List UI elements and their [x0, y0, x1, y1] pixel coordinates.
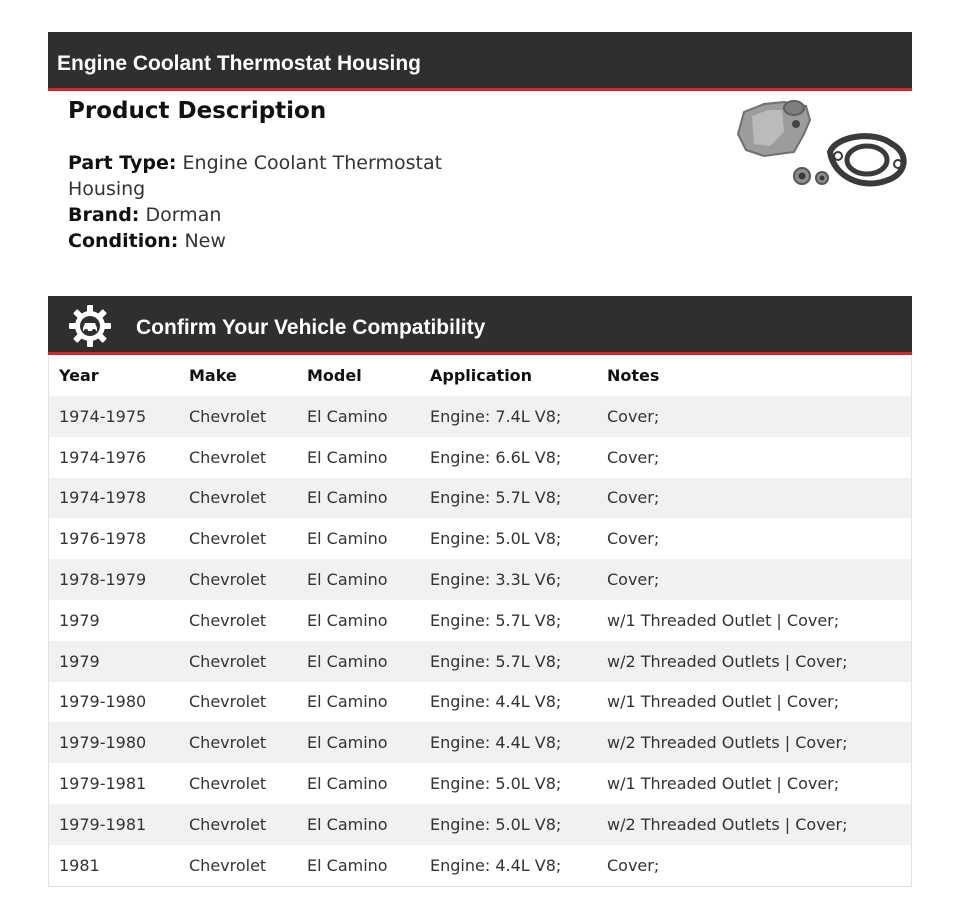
application-cell: Engine: 5.7L V8; [430, 610, 562, 630]
model-cell: El Camino [307, 610, 388, 630]
compatibility-title: Confirm Your Vehicle Compatibility [136, 316, 486, 339]
make-cell: Chevrolet [189, 610, 267, 630]
application-cell: Engine: 3.3L V6; [430, 570, 562, 590]
application-cell: Engine: 7.4L V8; [430, 406, 562, 426]
year-cell: 1979-1981 [59, 774, 147, 794]
model-cell: El Camino [307, 814, 388, 834]
make-cell: Chevrolet [189, 855, 267, 875]
condition-label: Condition: [68, 230, 179, 252]
year-cell: 1981 [59, 855, 100, 875]
table-row [49, 722, 911, 763]
product-description [48, 94, 912, 284]
table-row [49, 845, 911, 886]
year-cell: 1974-1976 [59, 447, 147, 467]
model-cell: El Camino [307, 855, 388, 875]
application-cell: Engine: 5.0L V8; [430, 774, 562, 794]
table-row [49, 396, 911, 437]
table-row [49, 437, 911, 478]
part-type-value-cont: Housing [68, 178, 146, 200]
model-cell: El Camino [307, 733, 388, 753]
notes-cell: w/1 Threaded Outlet | Cover; [607, 692, 840, 712]
table-row [49, 641, 911, 682]
table-row [49, 763, 911, 804]
application-cell: Engine: 4.4L V8; [430, 855, 562, 875]
gear-car-icon [68, 304, 112, 348]
model-cell: El Camino [307, 529, 388, 549]
product-title-banner [48, 32, 912, 91]
make-cell: Chevrolet [189, 406, 267, 426]
year-cell: 1979-1980 [59, 733, 147, 753]
make-cell: Chevrolet [189, 488, 267, 508]
table-header-row [49, 355, 911, 396]
year-cell: 1979 [59, 651, 100, 671]
year-cell: 1979-1980 [59, 692, 147, 712]
brand-value: Dorman [145, 204, 222, 226]
application-cell: Engine: 5.7L V8; [430, 651, 562, 671]
notes-cell: Cover; [607, 447, 660, 467]
make-cell: Chevrolet [189, 447, 267, 467]
table-row [49, 682, 911, 723]
thermostat-housing-image [724, 94, 914, 194]
table-row [49, 559, 911, 600]
model-cell: El Camino [307, 570, 388, 590]
model-cell: El Camino [307, 447, 388, 467]
compatibility-banner [48, 296, 912, 355]
model-cell: El Camino [307, 488, 388, 508]
make-cell: Chevrolet [189, 774, 267, 794]
application-cell: Engine: 6.6L V8; [430, 447, 562, 467]
year-cell: 1979-1981 [59, 814, 147, 834]
table-row [49, 478, 911, 519]
notes-cell: w/1 Threaded Outlet | Cover; [607, 774, 840, 794]
description-heading: Product Description [68, 98, 327, 124]
column-header-application: Application [430, 366, 533, 385]
notes-cell: Cover; [607, 855, 660, 875]
table-row [49, 518, 911, 559]
notes-cell: Cover; [607, 406, 660, 426]
column-header-notes: Notes [607, 366, 660, 385]
year-cell: 1978-1979 [59, 570, 147, 590]
column-header-make: Make [189, 366, 237, 385]
application-cell: Engine: 5.7L V8; [430, 488, 562, 508]
table-row [49, 804, 911, 845]
model-cell: El Camino [307, 692, 388, 712]
column-header-model: Model [307, 366, 362, 385]
compatibility-table [49, 355, 911, 886]
year-cell: 1979 [59, 610, 100, 630]
condition-line [68, 230, 226, 252]
application-cell: Engine: 5.0L V8; [430, 529, 562, 549]
part-type-value: Engine Coolant Thermostat [182, 152, 443, 174]
part-type-label: Part Type: [68, 152, 177, 174]
notes-cell: w/2 Threaded Outlets | Cover; [607, 733, 848, 753]
part-type-line [68, 152, 442, 174]
compatibility-table-container [48, 355, 912, 887]
make-cell: Chevrolet [189, 733, 267, 753]
brand-line [68, 204, 221, 226]
notes-cell: Cover; [607, 529, 660, 549]
notes-cell: Cover; [607, 488, 660, 508]
make-cell: Chevrolet [189, 570, 267, 590]
column-header-year: Year [59, 366, 99, 385]
condition-value: New [184, 230, 226, 252]
application-cell: Engine: 4.4L V8; [430, 733, 562, 753]
notes-cell: w/2 Threaded Outlets | Cover; [607, 814, 848, 834]
notes-cell: Cover; [607, 570, 660, 590]
make-cell: Chevrolet [189, 529, 267, 549]
model-cell: El Camino [307, 651, 388, 671]
application-cell: Engine: 5.0L V8; [430, 814, 562, 834]
year-cell: 1976-1978 [59, 529, 147, 549]
model-cell: El Camino [307, 406, 388, 426]
make-cell: Chevrolet [189, 692, 267, 712]
model-cell: El Camino [307, 774, 388, 794]
brand-label: Brand: [68, 204, 140, 226]
make-cell: Chevrolet [189, 814, 267, 834]
notes-cell: w/1 Threaded Outlet | Cover; [607, 610, 840, 630]
table-row [49, 600, 911, 641]
year-cell: 1974-1978 [59, 488, 147, 508]
product-title: Engine Coolant Thermostat Housing [57, 52, 422, 75]
year-cell: 1974-1975 [59, 406, 147, 426]
make-cell: Chevrolet [189, 651, 267, 671]
notes-cell: w/2 Threaded Outlets | Cover; [607, 651, 848, 671]
application-cell: Engine: 4.4L V8; [430, 692, 562, 712]
